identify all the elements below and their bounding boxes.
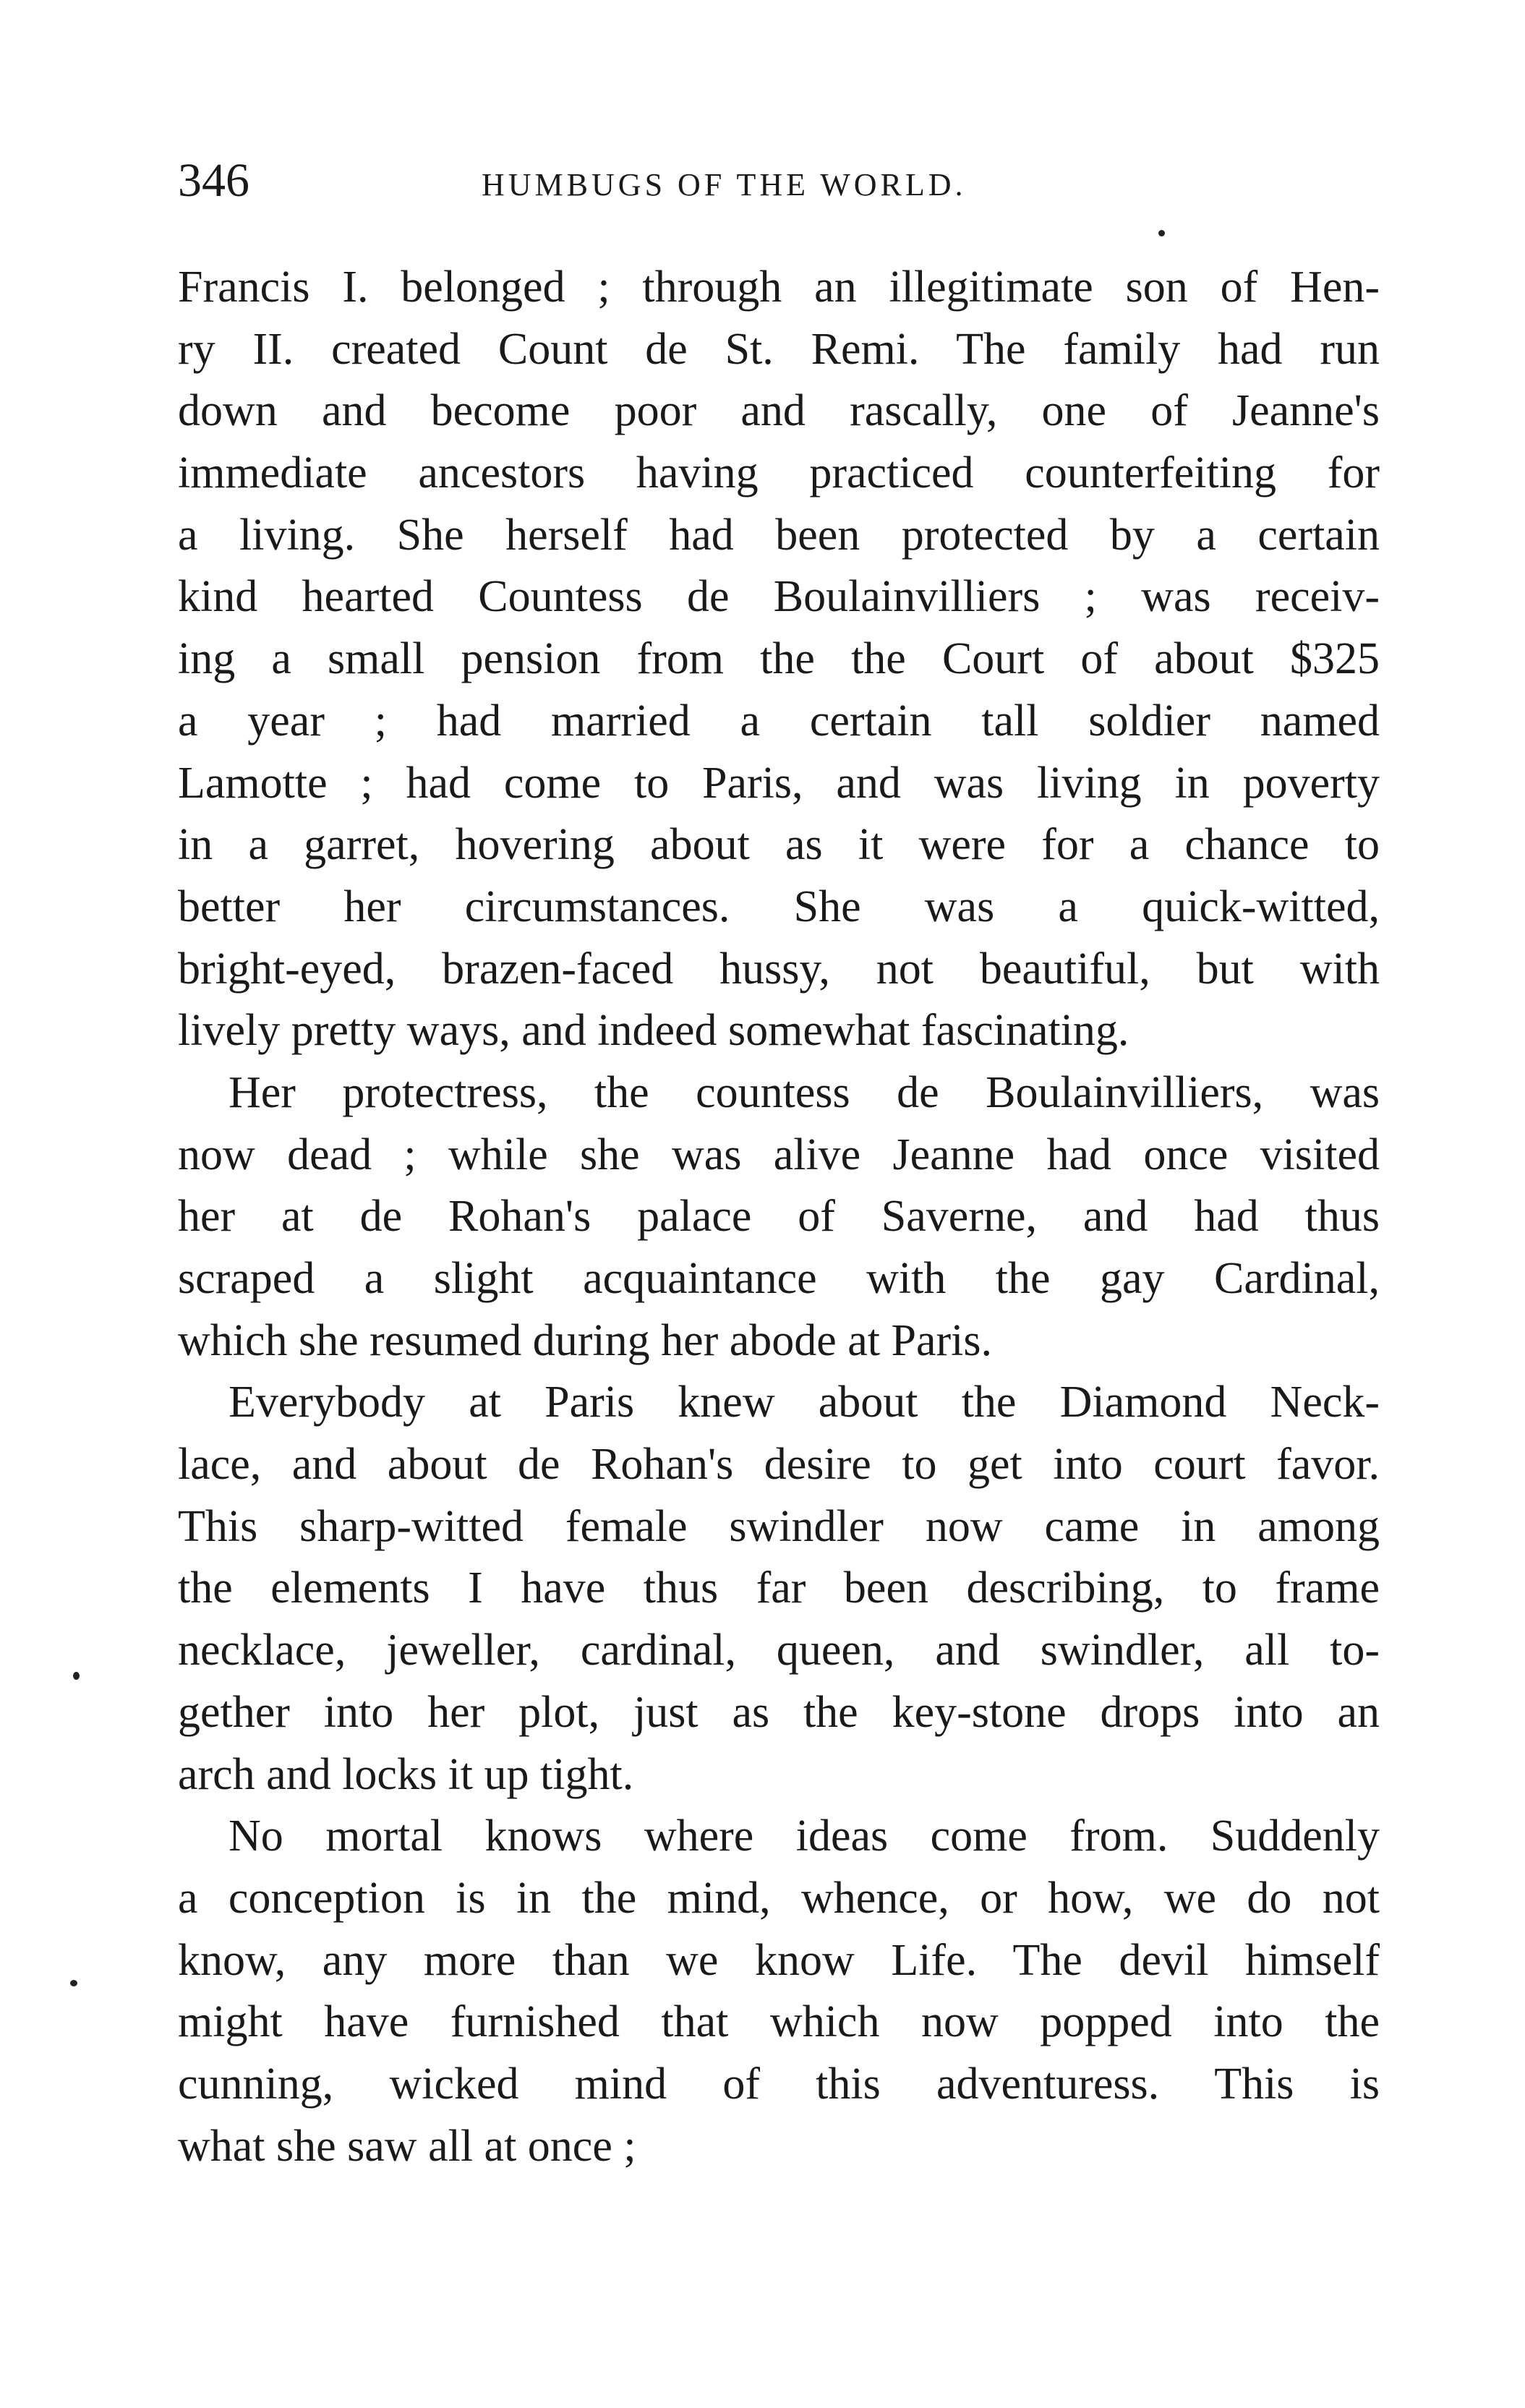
print-speck [1158, 230, 1165, 236]
text-line: a conception is in the mind, whence, or how, we do not [178, 1873, 1380, 1923]
print-speck [73, 1672, 80, 1680]
body-text [178, 257, 1380, 2177]
paragraph-first-line: No mortal knows where ideas come from. Suddenly [228, 1811, 1380, 1861]
text-line: ing a small pension from the the Court of about $325 [178, 634, 1380, 684]
text-line: lace, and about de Rohan's desire to get into court favor. [178, 1440, 1380, 1490]
text-line: the elements I have thus far been describing, to frame [178, 1563, 1380, 1613]
paragraph-end-line: arch and locks it up tight. [178, 1749, 634, 1799]
text-line: in a garret, hovering about as it were for a chance to [178, 820, 1380, 870]
paragraph-end-line: which she resumed during her abode at Paris. [178, 1315, 993, 1365]
text-line: cunning, wicked mind of this adventuress. This is [178, 2059, 1380, 2109]
text-line: bright-eyed, brazen-faced hussy, not beautiful, but with [178, 944, 1380, 994]
text-line: know, any more than we know Life. The devil himself [178, 1935, 1380, 1985]
text-line: Lamotte ; had come to Paris, and was living in poverty [178, 758, 1380, 808]
page-header [178, 148, 1380, 213]
text-line: gether into her plot, just as the key-stone drops into an [178, 1687, 1380, 1737]
text-line: ry II. created Count de St. Remi. The family had run [178, 324, 1380, 374]
text-line: better her circumstances. She was a quick-witted, [178, 881, 1380, 931]
text-line: kind hearted Countess de Boulainvilliers ; was receiv- [178, 572, 1380, 622]
text-line: down and become poor and rascally, one of Jeanne's [178, 386, 1380, 436]
running-title: HUMBUGS OF THE WORLD. [482, 167, 967, 202]
paragraph-first-line: Everybody at Paris knew about the Diamond Neck- [228, 1378, 1380, 1427]
page-number: 346 [178, 154, 249, 207]
text-line: a living. She herself had been protected by a certain [178, 510, 1380, 560]
text-line: This sharp-witted female swindler now came in among [178, 1501, 1380, 1551]
text-line: Francis I. belonged ; through an illegitimate son of Hen- [178, 262, 1380, 312]
text-line: scraped a slight acquaintance with the gay Cardinal, [178, 1254, 1380, 1303]
paragraph-end-line: lively pretty ways, and indeed somewhat fascinating. [178, 1006, 1129, 1056]
paragraph-end-line: what she saw all at once ; [178, 2121, 636, 2171]
text-line: necklace, jeweller, cardinal, queen, and swindler, all to- [178, 1626, 1380, 1675]
text-line: a year ; had married a certain tall soldier named [178, 696, 1380, 746]
print-speck [70, 1980, 77, 1986]
text-line: now dead ; while she was alive Jeanne had once visited [178, 1130, 1380, 1179]
text-line: her at de Rohan's palace of Saverne, and had thus [178, 1192, 1380, 1242]
text-line: immediate ancestors having practiced counterfeiting for [178, 448, 1380, 498]
paragraph-first-line: Her protectress, the countess de Boulainvilliers, was [228, 1067, 1380, 1117]
text-line: might have furnished that which now popped into the [178, 1997, 1380, 2047]
